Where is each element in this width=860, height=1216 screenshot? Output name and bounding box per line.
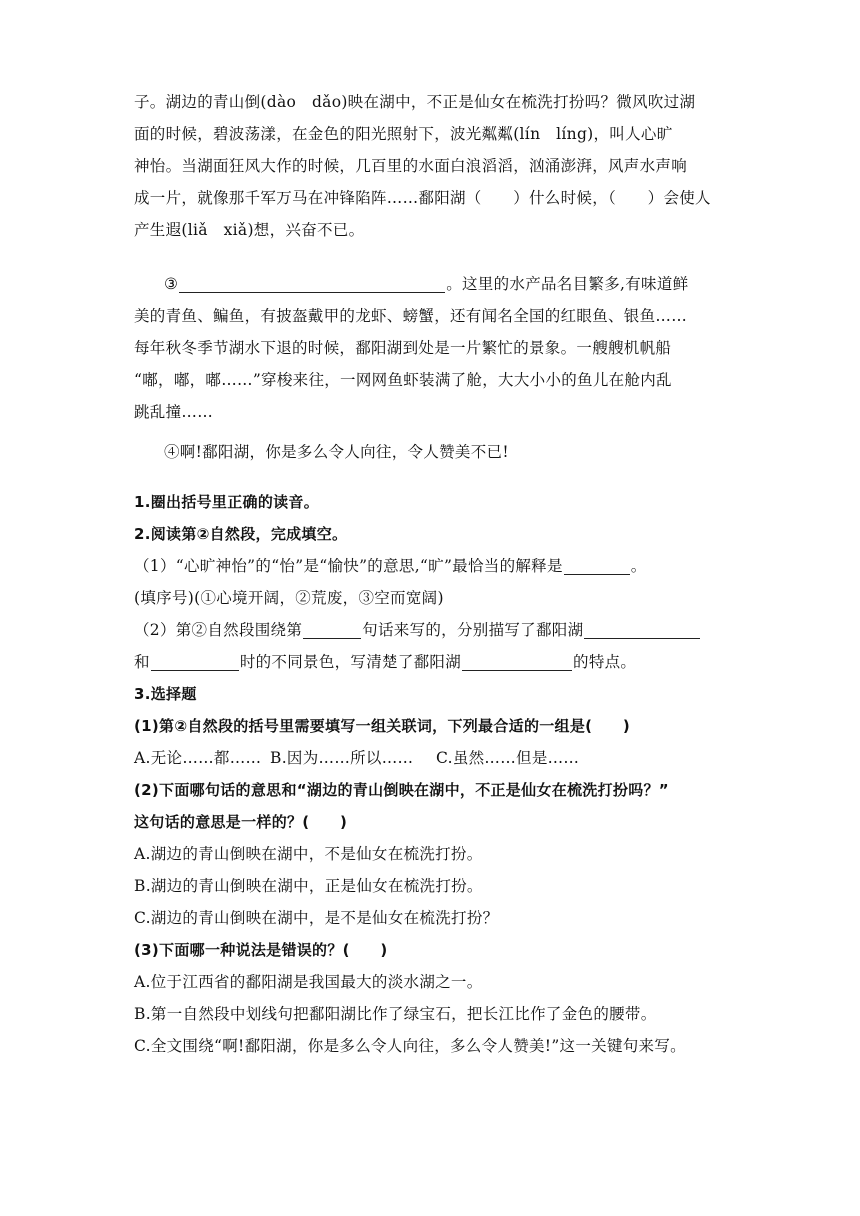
passage-paragraph-2 [134, 86, 734, 246]
passage-line: ④啊!鄱阳湖，你是多么令人向往，令人赞美不已! [164, 443, 509, 461]
question-3-3: (3)下面哪一种说法是错误的？( ) [134, 941, 388, 959]
question-text: 和 [134, 653, 150, 671]
question-2-1-options: (填序号)(①心境开阔，②荒废，③空而宽阔) [134, 589, 444, 607]
question-3-2-cont: 这句话的意思是一样的？( ) [134, 813, 348, 831]
question-text: 时的不同景色，写清楚了鄱阳湖 [239, 653, 462, 671]
question-2-1 [134, 550, 734, 582]
passage-line: 面的时候，碧波荡漾，在金色的阳光照射下，波光粼粼(lín líng)，叫人心旷 [134, 125, 673, 143]
option-a[interactable]: A.无论……都…… [134, 749, 262, 767]
passage-text: 。这里的水产品名目繁多,有味道鲜 [446, 275, 689, 293]
fill-blank-sentence[interactable] [179, 274, 445, 293]
question-1: 1.圈出括号里正确的读音。 [134, 493, 320, 511]
passage-paragraph-3 [134, 268, 734, 428]
option-c[interactable]: C.全文围绕“啊!鄱阳湖，你是多么令人向往，多么令人赞美!”这一关键句来写。 [134, 1037, 686, 1055]
question-3: 3.选择题 [134, 685, 197, 703]
option-c[interactable]: C.虽然……但是…… [436, 749, 580, 767]
passage-line: 产生遐(liǎ xiǎ)想，兴奋不已。 [134, 221, 365, 239]
question-text: 的特点。 [573, 653, 637, 671]
passage-line: 美的青鱼、鳊鱼，有披盔戴甲的龙虾、螃蟹，还有闻名全国的红眼鱼、银鱼…… [134, 307, 688, 325]
question-3-2: (2)下面哪句话的意思和“湖边的青山倒映在湖中，不正是仙女在梳洗打扮吗？” [134, 781, 669, 799]
option-c[interactable]: C.湖边的青山倒映在湖中，是不是仙女在梳洗打扮？ [134, 909, 499, 927]
question-2: 2.阅读第②自然段，完成填空。 [134, 525, 348, 543]
fill-blank-feature[interactable] [462, 652, 572, 671]
question-text: （1）“心旷神怡”的“怡”是“愉快”的意思,“旷”最恰当的解释是 [134, 557, 563, 575]
passage-line: 每年秋冬季节湖水下退的时候，鄱阳湖到处是一片繁忙的景象。一艘艘机帆船 [134, 339, 672, 357]
fill-blank-answer[interactable] [564, 556, 630, 575]
passage-line [134, 268, 734, 300]
fill-blank-sentence-number[interactable] [303, 620, 361, 639]
passage-paragraph-4 [134, 436, 734, 468]
question-text: （2）第②自然段围绕第 [134, 621, 303, 639]
question-3-1: (1)第②自然段的括号里需要填写一组关联词，下列最合适的一组是( ) [134, 717, 631, 735]
question-text: 句话来写的，分别描写了鄱阳湖 [362, 621, 584, 639]
fill-blank-scene-2[interactable] [151, 652, 239, 671]
question-text: 。 [630, 557, 647, 575]
paragraph-marker: ③ [164, 275, 179, 293]
option-b[interactable]: B.因为……所以…… [270, 749, 414, 767]
questions-section [134, 486, 734, 1062]
fill-blank-scene-1[interactable] [584, 620, 700, 639]
question-3-1-options [134, 742, 734, 774]
option-b[interactable]: B.湖边的青山倒映在湖中，正是仙女在梳洗打扮。 [134, 877, 483, 895]
passage-line: 神怡。当湖面狂风大作的时候，几百里的水面白浪滔滔，汹涌澎湃，风声水声响 [134, 157, 688, 175]
passage-line: 成一片，就像那千军万马在冲锋陷阵……鄱阳湖（ ）什么时候，（ ）会使人 [134, 189, 711, 207]
option-b[interactable]: B.第一自然段中划线句把鄱阳湖比作了绿宝石，把长江比作了金色的腰带。 [134, 1005, 657, 1023]
passage-line: 子。湖边的青山倒(dào dǎo)映在湖中，不正是仙女在梳洗打扮吗？微风吹过湖 [134, 93, 696, 111]
question-2-2-cont [134, 646, 734, 678]
passage-line: 跳乱撞…… [134, 403, 214, 421]
option-a[interactable]: A.湖边的青山倒映在湖中，不是仙女在梳洗打扮。 [134, 845, 483, 863]
option-a[interactable]: A.位于江西省的鄱阳湖是我国最大的淡水湖之一。 [134, 973, 483, 991]
passage-line: “嘟，嘟，嘟……”穿梭来往，一网网鱼虾装满了舱，大大小小的鱼儿在舱内乱 [134, 371, 672, 389]
question-2-2 [134, 614, 734, 646]
